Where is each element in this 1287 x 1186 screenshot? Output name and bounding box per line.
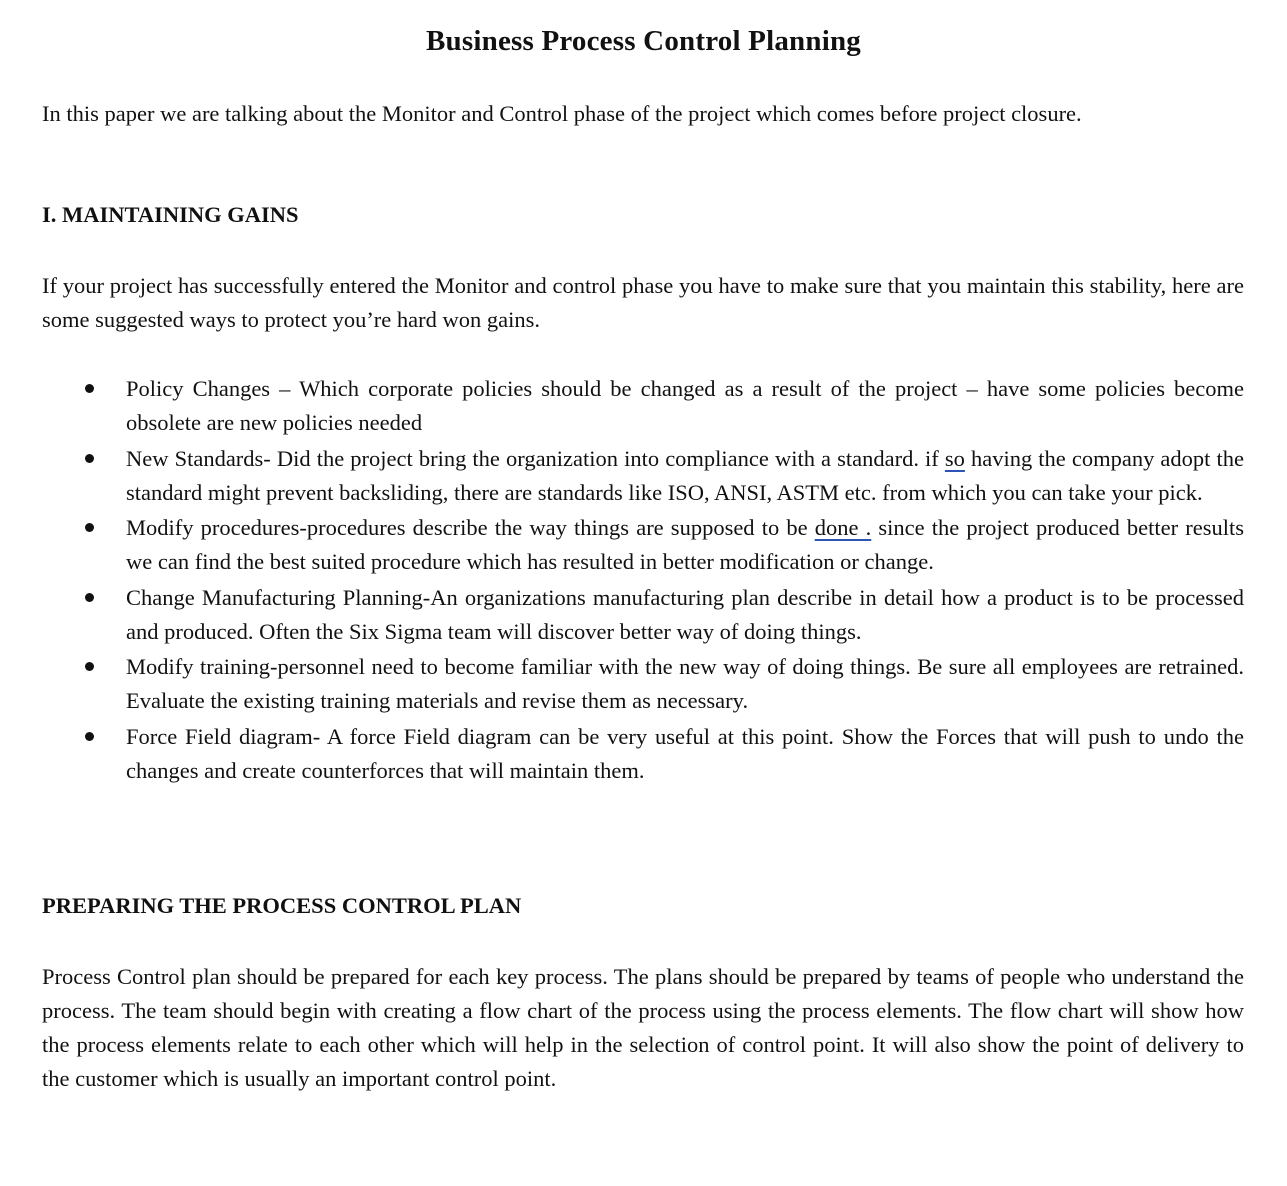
maintaining-gains-paragraph: If your project has successfully entered the Monitor and control phase you have to make sure that you maintain this stability, here are some suggested ways to protect you’re hard won gains. xyxy=(42,273,1244,332)
bullet-icon xyxy=(85,593,94,602)
grammar-marked-word: so xyxy=(944,445,965,471)
control-plan-paragraph: Process Control plan should be prepared for each key process. The plans should be prepared by teams of people who understand the process. The team should begin with creating a flow chart of the process using the process elements. The flow chart will show how the process elements relate to each other which will help in the selection of control point. It will also show the point of delivery to the customer which is usually an important control point. xyxy=(42,964,1244,1091)
list-item-text-before: New Standards- Did the project bring the organization into compliance with a standard. if xyxy=(126,445,945,471)
list-item xyxy=(0,511,1244,579)
bullet-icon xyxy=(85,523,94,532)
section-heading-maintaining-gains: I. MAINTAINING GAINS xyxy=(42,202,299,227)
bullet-icon xyxy=(85,454,94,463)
list-item-text-after: having the company adopt the standard might prevent backsliding, there are standards like ISO, ANSI, ASTM etc. from which you can take your pick. xyxy=(126,445,1244,505)
document-title: Business Process Control Planning xyxy=(426,25,861,57)
list-item-text: Modify training-personnel need to become familiar with the new way of doing things. Be sure all employees are retrained. Evaluate the existing training materials and revise them as necessary. xyxy=(126,654,1244,714)
bullet-icon xyxy=(85,384,94,393)
list-item-text: Change Manufacturing Planning-An organizations manufacturing plan describe in detail how a product is to be processed and produced. Often the Six Sigma team will discover better way of doing things. xyxy=(126,584,1244,644)
list-item xyxy=(0,442,1244,510)
grammar-marked-word: done . xyxy=(814,515,872,541)
list-item-text-after: since the project produced better results we can find the best suited procedure which has resulted in better modification or change. xyxy=(126,515,1244,575)
list-item xyxy=(0,372,1244,440)
section-heading-control-plan: PREPARING THE PROCESS CONTROL PLAN xyxy=(42,893,522,918)
list-item xyxy=(0,650,1244,718)
bullet-icon xyxy=(85,732,94,741)
list-item-text-before: Modify procedures-procedures describe the way things are supposed to be xyxy=(126,515,815,541)
gains-bullet-list xyxy=(0,372,1287,790)
list-item xyxy=(0,581,1244,649)
list-item xyxy=(0,720,1244,788)
list-item-text: Policy Changes – Which corporate policies should be changed as a result of the project – have some policies become obsolete are new policies needed xyxy=(126,376,1244,435)
bullet-icon xyxy=(85,662,94,671)
list-item-text: Force Field diagram- A force Field diagram can be very useful at this point. Show the Forces that will push to undo the changes and create counterforces that will maintain them. xyxy=(126,723,1244,783)
intro-paragraph: In this paper we are talking about the Monitor and Control phase of the project which comes before project closure. xyxy=(42,101,1082,126)
